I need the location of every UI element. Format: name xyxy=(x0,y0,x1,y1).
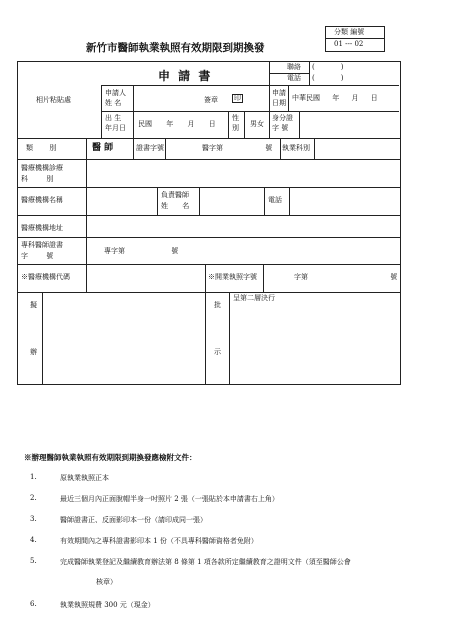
clinic-dept-label: 醫療機構診療 科 別 xyxy=(21,164,63,183)
clinic-dept-field[interactable] xyxy=(87,160,399,186)
applicant-name-label: 申請人 姓 名 xyxy=(105,89,126,107)
photo-area: 相片粘貼處 xyxy=(36,96,71,104)
sex-value[interactable]: 男女 xyxy=(250,120,264,128)
birth-label: 出 生 年月日 xyxy=(105,114,126,132)
attachments-title: ※辦理醫師執業執照有效期限到期換發應檢附文件： xyxy=(24,453,197,462)
birth-value[interactable]: 民國 年 月 日 xyxy=(138,120,216,128)
draft-label-bottom: 辦 xyxy=(30,348,37,356)
cert-no-label: 證書字號 xyxy=(136,144,164,152)
id-field[interactable] xyxy=(300,112,398,137)
cert-no-value[interactable]: 醫字第 號 xyxy=(202,144,273,152)
contact-phone-field[interactable]: ( ) xyxy=(312,74,344,82)
category-label: 類 別 xyxy=(26,144,57,152)
doc-code-label: 分類 編號 xyxy=(334,28,365,36)
page-title: 新竹市醫師執業執照有效期限到期換發 xyxy=(86,42,265,54)
contact-cell-field[interactable]: ( ) xyxy=(312,63,344,71)
approve-note: 呈第二層決行 xyxy=(233,294,275,302)
apply-date-value[interactable]: 中華民國 年 月 日 xyxy=(292,94,378,102)
approve-label-bottom: 示 xyxy=(214,348,221,356)
org-code-label: ※醫療機構代碼 xyxy=(21,273,70,281)
draft-label-top: 擬 xyxy=(30,301,37,309)
draft-field[interactable] xyxy=(43,293,205,383)
license-no-value[interactable]: 字第 號 xyxy=(294,273,398,281)
form-title: 申 請 書 xyxy=(158,69,213,83)
person-in-charge-label: 負責醫師 姓 名 xyxy=(161,191,190,210)
practice-dept-label: 執業科別 xyxy=(282,144,310,152)
signature-label: 簽章 xyxy=(204,96,218,104)
sex-label: 性 別 xyxy=(232,114,239,132)
id-label: 身分證 字 號 xyxy=(272,114,293,132)
phone-label: 電話 xyxy=(268,196,282,204)
apply-date-label: 申請 日期 xyxy=(272,89,286,107)
seal-box: 印 xyxy=(234,94,241,102)
signature-field[interactable] xyxy=(218,86,266,111)
org-address-field[interactable] xyxy=(87,216,399,236)
specialist-cert-label: 專科醫師證書 字 號 xyxy=(21,241,63,260)
org-address-label: 醫療機構地址 xyxy=(21,224,63,232)
approve-label-top: 批 xyxy=(214,301,221,309)
doc-code-value: 01 --- 02 xyxy=(334,40,364,48)
application-form xyxy=(17,61,401,385)
contact-cell-label: 聯絡 xyxy=(287,63,301,71)
org-name-label: 醫療機構名稱 xyxy=(21,196,63,204)
applicant-name-field[interactable] xyxy=(134,86,212,111)
specialist-cert-value[interactable]: 專字第 號 xyxy=(104,247,179,255)
contact-phone-label: 電話 xyxy=(287,74,301,82)
category-value: 醫 師 xyxy=(92,143,114,153)
doc-code-box xyxy=(325,26,385,52)
license-no-label: ※開業執照字號 xyxy=(208,273,257,281)
